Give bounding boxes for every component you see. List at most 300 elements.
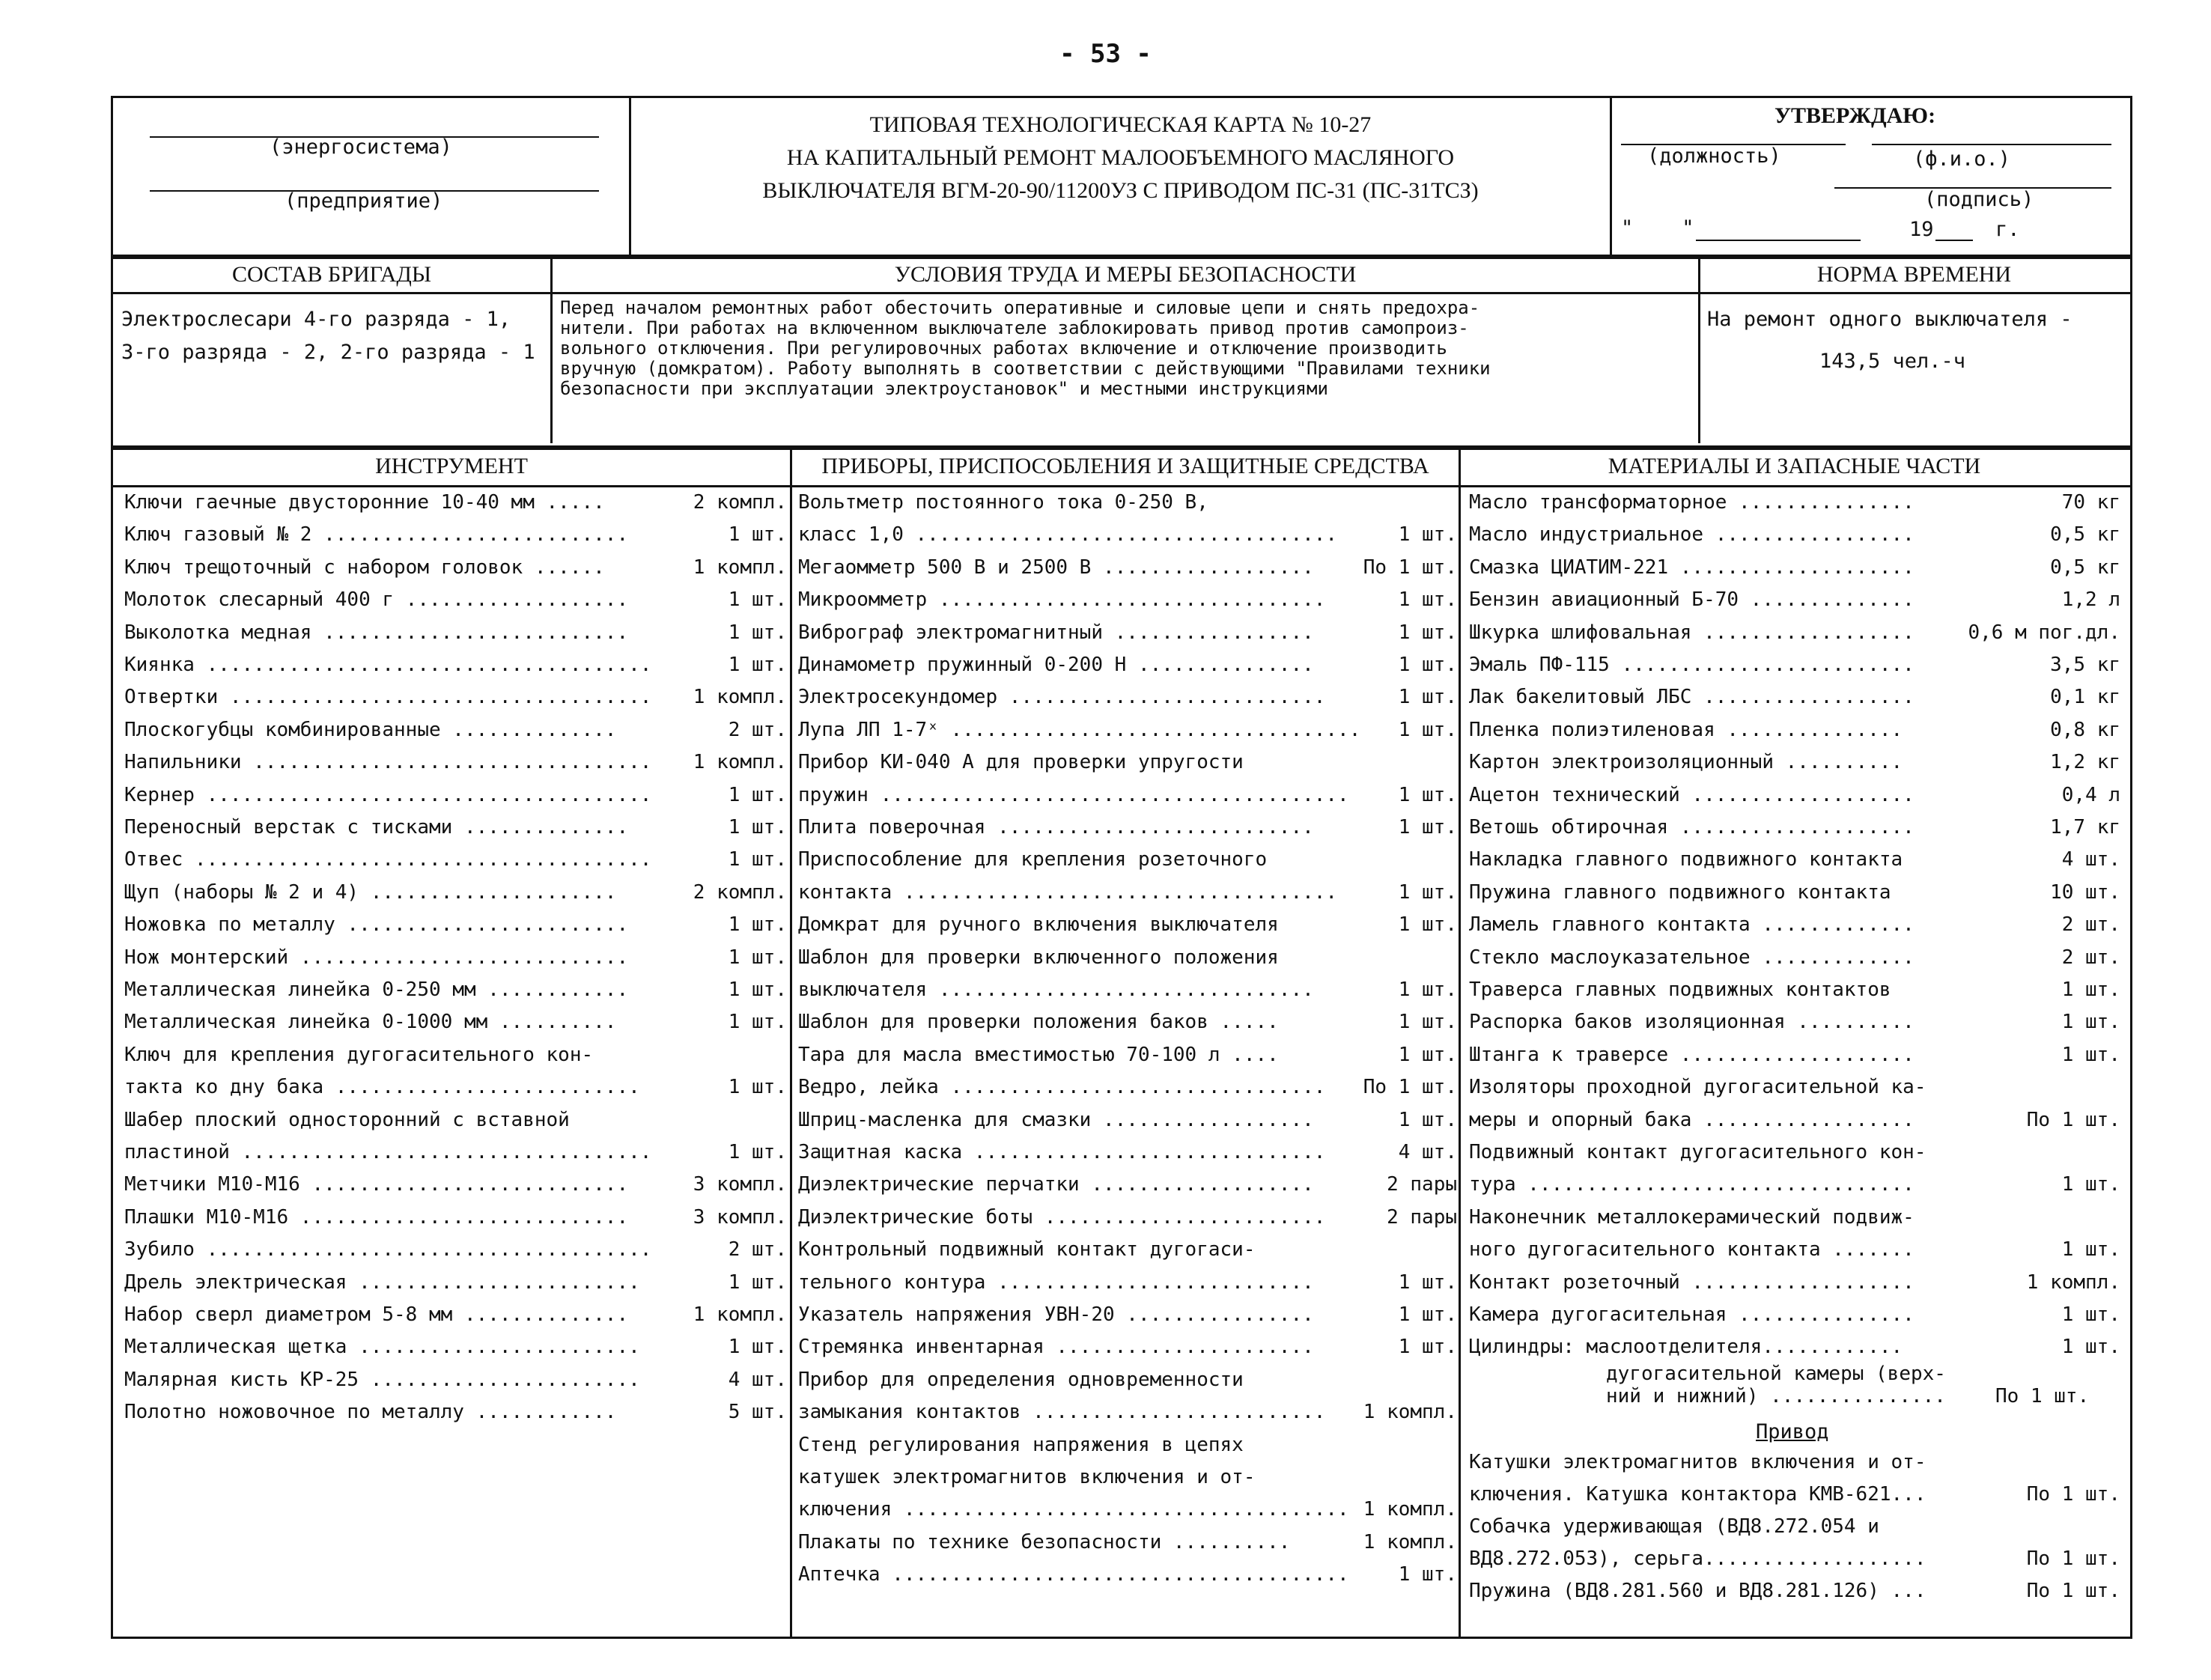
list-item (1469, 1169, 2120, 1200)
conditions-line2: нители. При работах на включенном выключателе заблокировать привод против самопроиз- (560, 317, 1469, 338)
item-qty: 1 компл. (2026, 1270, 2120, 1294)
norm-line2: 143,5 чел.-ч (1819, 350, 1966, 373)
item-name: Отвес ....................................... (124, 848, 652, 871)
item-qty: 1 шт. (1398, 1563, 1457, 1586)
list-item (124, 942, 787, 973)
item-name: Камера дугогасительная ............... (1469, 1303, 1915, 1326)
list-item (124, 519, 787, 550)
item-name: Прибор для определения одновременности (798, 1368, 1244, 1391)
item-qty: 1 шт. (1398, 979, 1457, 1001)
item-qty: 4 шт. (2061, 848, 2120, 871)
item-qty: 1,2 кг (2050, 751, 2120, 774)
item-qty: 1 компл. (693, 686, 787, 709)
item-name: Штанга к траверсе .................... (1469, 1043, 1915, 1066)
list-item (798, 942, 1457, 973)
item-name: Электросекундомер ........................... (798, 686, 1326, 709)
list-item (124, 812, 787, 843)
list-item (124, 1267, 787, 1298)
item-qty: 1 шт. (728, 816, 787, 839)
item-qty: 1 шт. (2061, 1303, 2120, 1326)
item-qty: 2 шт. (2061, 946, 2120, 969)
page-number: - 53 - (1059, 39, 1152, 69)
list-item (1469, 1331, 2120, 1363)
item-name: Металлическая линейка 0-250 мм ............ (124, 979, 629, 1001)
item-name: Распорка баков изоляционная .......... (1469, 1011, 1915, 1034)
item-qty: 1 шт. (1398, 913, 1457, 937)
item-name: Переносный верстак с тисками .............. (124, 816, 629, 839)
item-qty: 1 компл. (1363, 1530, 1457, 1553)
item-name: Металлическая щетка ........................ (124, 1336, 640, 1359)
item-name: Тара для масла вместимостью 70-100 л .... (798, 1043, 1279, 1066)
conditions-line1: Перед началом ремонтных работ обесточить оперативные и силовые цепи и снять предохра- (560, 297, 1480, 318)
list-item (798, 779, 1457, 811)
item-qty: 1,7 кг (2050, 816, 2120, 839)
item-name: Аптечка ....................................... (798, 1563, 1349, 1586)
item-qty: По 1 шт. (1363, 1076, 1457, 1099)
brigade-line1: Электрослесари 4-го разряда - 1, (121, 308, 511, 331)
item-name: Вольтметр постоянного тока 0-250 В, (798, 491, 1208, 514)
list-item (124, 1071, 787, 1103)
item-qty: 2 пары (1387, 1173, 1457, 1196)
item-name: Смазка ЦИАТИМ-221 .................... (1469, 556, 1915, 579)
list-item (1469, 681, 2120, 713)
list-item (798, 1039, 1457, 1071)
item-name: Киянка ...................................... (124, 654, 652, 676)
item-qty: 1 шт. (1398, 588, 1457, 612)
item-name: Лак бакелитовый ЛБС .................. (1469, 686, 1915, 709)
item-qty: 1 шт. (728, 1336, 787, 1359)
item-name: Выколотка медная .......................... (124, 621, 629, 644)
approve-quotes: " " (1621, 216, 1694, 240)
list-item (1469, 519, 2120, 550)
item-name: Ключ трещоточный с набором головок ...... (124, 556, 605, 579)
item-qty: 1 шт. (728, 654, 787, 676)
item-qty: 0,8 кг (2050, 718, 2120, 741)
norm-title: НОРМА ВРЕМЕНИ (1816, 262, 2012, 287)
item-qty: 0,5 кг (2050, 523, 2120, 547)
list-item (1469, 1446, 2120, 1478)
list-item (124, 552, 787, 583)
item-qty: 1 компл. (693, 1303, 787, 1326)
item-qty: 2 компл. (693, 880, 787, 904)
item-qty: 1 шт. (728, 783, 787, 806)
item-name: Отвертки .................................... (124, 686, 652, 709)
item-name: Ветошь обтирочная .................... (1469, 816, 1915, 839)
item-qty: 1 шт. (728, 1141, 787, 1163)
item-name: ВД8.272.053), серьга................... (1469, 1547, 1926, 1570)
list-item (124, 909, 787, 940)
item-name: Дрель электрическая ........................ (124, 1270, 640, 1294)
list-item (1469, 1006, 2120, 1038)
materials-title: МАТЕРИАЛЫ И ЗАПАСНЫЕ ЧАСТИ (1608, 454, 1981, 478)
list-item (798, 812, 1457, 843)
item-name: Масло трансформаторное ............... (1469, 491, 1915, 514)
item-name: Полотно ножовочное по металлу ............ (124, 1401, 617, 1424)
item-name: Катушки электромагнитов включения и от- (1469, 1451, 1926, 1473)
drive-title: Привод (1756, 1420, 1829, 1443)
list-item (124, 844, 787, 875)
item-name: Накладка главного подвижного контакта (1469, 848, 1903, 871)
list-item (798, 877, 1457, 908)
list-item (798, 1234, 1457, 1265)
list-item (1469, 1511, 2120, 1542)
item-qty: 1 шт. (2061, 1238, 2120, 1261)
item-name: Указатель напряжения УВН-20 ................ (798, 1303, 1314, 1326)
list-item (798, 1527, 1457, 1558)
list-item (1469, 714, 2120, 746)
list-item (1469, 746, 2120, 778)
approve-title: УТВЕРЖДАЮ: (1774, 103, 1936, 128)
list-item (124, 1234, 787, 1265)
item-qty: 1 шт. (1398, 686, 1457, 709)
item-name: Домкрат для ручного включения выключателя (798, 913, 1279, 937)
item-name: Ключ газовый № 2 .......................... (124, 523, 629, 547)
item-name: Собачка удерживающая (ВД8.272.054 и (1469, 1515, 1879, 1538)
item-qty: 1 шт. (1398, 654, 1457, 676)
item-qty: 1 шт. (728, 913, 787, 937)
list-item (798, 1006, 1457, 1038)
list-item (1469, 812, 2120, 843)
list-item (1469, 974, 2120, 1005)
item-name: Ключ для крепления дугогасительного кон- (124, 1043, 594, 1066)
item-qty: 1 шт. (1398, 1108, 1457, 1131)
item-name: Диэлектрические перчатки ................... (798, 1173, 1314, 1196)
item-qty: 1 шт. (728, 1270, 787, 1294)
list-item (798, 1396, 1457, 1428)
approve-name: (ф.и.о.) (1913, 147, 2011, 171)
list-item (798, 617, 1457, 648)
item-qty: 5 шт. (728, 1401, 787, 1424)
item-qty: 1 шт. (728, 1011, 787, 1034)
conditions-line4: вручную (домкратом). Работу выполнять в соответствии с действующими "Правилами техники (560, 358, 1491, 379)
item-qty: 1 шт. (1398, 816, 1457, 839)
item-qty: 0,5 кг (2050, 556, 2120, 579)
list-item (124, 681, 787, 713)
list-item (798, 1071, 1457, 1103)
list-item (124, 1006, 787, 1038)
item-qty: 1 шт. (728, 946, 787, 969)
item-name: Нож монтерский ............................ (124, 946, 629, 969)
item-qty: 3,5 кг (2050, 654, 2120, 676)
item-name: пластиной ................................... (124, 1141, 652, 1163)
list-item (798, 1429, 1457, 1461)
list-item (1469, 1299, 2120, 1330)
item-name: ключения ...................................... (798, 1498, 1349, 1521)
list-item (1469, 1234, 2120, 1265)
item-name: Плоскогубцы комбинированные .............. (124, 718, 617, 741)
item-name: катушек электромагнитов включения и от- (798, 1466, 1256, 1488)
item-name: тельного контура ........................... (798, 1270, 1314, 1294)
item-qty: 1 шт. (728, 621, 787, 644)
list-item (124, 779, 787, 811)
item-name: Плита поверочная ........................... (798, 816, 1314, 839)
list-item (124, 1396, 787, 1428)
card-title-line1: ТИПОВАЯ ТЕХНОЛОГИЧЕСКАЯ КАРТА № 10-27 (869, 112, 1372, 137)
item-qty: 1 шт. (1398, 621, 1457, 644)
item-qty: 1 шт. (1398, 523, 1457, 547)
item-qty: 4 шт. (728, 1368, 787, 1391)
item-qty: 2 пары (1387, 1205, 1457, 1229)
approve-position: (должность) (1647, 144, 1781, 168)
item-name: Ведро, лейка ................................ (798, 1076, 1326, 1099)
item-name: Стенд регулирования напряжения в цепях (798, 1433, 1244, 1456)
list-item (798, 1136, 1457, 1168)
list-item (1469, 1039, 2120, 1071)
item-name: Масло индустриальное ................. (1469, 523, 1915, 547)
list-item (1469, 1543, 2120, 1574)
item-name: Плакаты по технике безопасности .......... (798, 1530, 1291, 1553)
item-name: Молоток слесарный 400 г ................... (124, 588, 629, 612)
item-qty: 2 шт. (728, 718, 787, 741)
org1-label: (энергосистема) (270, 136, 452, 159)
item-name: Изоляторы проходной дугогасительной ка- (1469, 1076, 1926, 1099)
item-qty: 0,1 кг (2050, 686, 2120, 709)
list-item (1469, 552, 2120, 583)
list-item (124, 487, 787, 518)
item-name: Защитная каска .............................. (798, 1141, 1326, 1163)
list-item (798, 519, 1457, 550)
item-name: такта ко дну бака .......................... (124, 1076, 640, 1099)
item-name: Ацетон технический ................... (1469, 783, 1915, 806)
conditions-title: УСЛОВИЯ ТРУДА И МЕРЫ БЕЗОПАСНОСТИ (894, 262, 1357, 287)
cyl-line1: дугогасительной камеры (верх- (1606, 1363, 1946, 1385)
list-item (1469, 584, 2120, 615)
list-item (798, 1202, 1457, 1233)
item-name: Пружина (ВД8.281.560 и ВД8.281.126) ... (1469, 1580, 1926, 1602)
item-name: Диэлектрические боты ........................ (798, 1205, 1326, 1229)
list-item (798, 1494, 1457, 1525)
list-item (1469, 779, 2120, 811)
list-item (124, 974, 787, 1005)
item-qty: 1 шт. (1398, 1270, 1457, 1294)
list-item (798, 1331, 1457, 1363)
list-item (798, 1104, 1457, 1136)
list-item (798, 1559, 1457, 1590)
item-qty: 1 компл. (1363, 1401, 1457, 1424)
item-name: Стремянка инвентарная ...................... (798, 1336, 1314, 1359)
list-item (124, 1039, 787, 1071)
cyl-qty: По 1 шт. (1995, 1385, 2090, 1407)
item-name: контакта ..................................... (798, 880, 1338, 904)
list-item (798, 909, 1457, 940)
item-qty: 1 компл. (1363, 1498, 1457, 1521)
item-name: Микроомметр ................................. (798, 588, 1326, 612)
item-name: Шабер плоский односторонний с вставной (124, 1108, 570, 1131)
item-qty: По 1 шт. (2026, 1580, 2120, 1602)
item-name: тура ................................. (1469, 1173, 1915, 1196)
item-name: Пленка полиэтиленовая ............... (1469, 718, 1903, 741)
item-name: меры и опорный бака .................. (1469, 1108, 1915, 1131)
item-name: Мегаомметр 500 В и 2500 В .................. (798, 556, 1314, 579)
item-name: ного дугогасительного контакта ....... (1469, 1238, 1915, 1261)
list-item (124, 877, 787, 908)
item-qty: 1 компл. (693, 556, 787, 579)
item-name: Наконечник металлокерамический подвиж- (1469, 1205, 1915, 1229)
item-qty: По 1 шт. (2026, 1547, 2120, 1570)
item-name: Бензин авиационный Б-70 .............. (1469, 588, 1915, 612)
item-name: Ламель главного контакта ............. (1469, 913, 1915, 937)
list-item (798, 584, 1457, 615)
list-item (1469, 942, 2120, 973)
item-qty: По 1 шт. (2026, 1483, 2120, 1506)
item-qty: 1 шт. (1398, 1011, 1457, 1034)
item-qty: 2 шт. (2061, 913, 2120, 937)
item-name: ключения. Катушка контактора КМВ-621... (1469, 1483, 1926, 1506)
approve-signature: (подпись) (1924, 188, 2034, 211)
item-name: Шаблон для проверки положения баков ..... (798, 1011, 1279, 1034)
list-item (124, 746, 787, 778)
item-qty: 1 шт. (1398, 718, 1457, 741)
item-qty: 1 шт. (728, 588, 787, 612)
item-qty: 4 шт. (1398, 1141, 1457, 1163)
item-name: Траверса главных подвижных контактов (1469, 979, 1891, 1001)
item-qty: 2 шт. (728, 1238, 787, 1261)
conditions-line5: безопасности при эксплуатации электроустановок" и местными инструкциями (560, 378, 1328, 399)
item-qty: 1 шт. (1398, 783, 1457, 806)
list-item (798, 487, 1457, 518)
item-name: Метчики М10-М16 ........................... (124, 1173, 629, 1196)
item-qty: 3 компл. (693, 1205, 787, 1229)
devices-title: ПРИБОРЫ, ПРИСПОСОБЛЕНИЯ И ЗАЩИТНЫЕ СРЕДСТВА (821, 454, 1429, 478)
item-qty: 0,4 л (2061, 783, 2120, 806)
item-qty: 1 шт. (728, 979, 787, 1001)
item-qty: По 1 шт. (1363, 556, 1457, 579)
item-qty: 1 шт. (1398, 1303, 1457, 1326)
item-qty: По 1 шт. (2026, 1108, 2120, 1131)
list-item (798, 746, 1457, 778)
list-item (124, 1136, 787, 1168)
list-item (1469, 844, 2120, 875)
list-item (798, 1364, 1457, 1396)
list-item (1469, 1479, 2120, 1510)
list-item (1469, 487, 2120, 518)
list-item (124, 584, 787, 615)
conditions-line3: вольного отключения. При регулировочных работах включение и отключение производить (560, 338, 1447, 359)
list-item (124, 1169, 787, 1200)
item-name: замыкания контактов ......................... (798, 1401, 1326, 1424)
item-name: класс 1,0 .................................... (798, 523, 1338, 547)
item-name: Плашки М10-М16 ............................ (124, 1205, 629, 1229)
list-item (124, 1299, 787, 1330)
cyl-line2: ний и нижний) ............... (1606, 1385, 1946, 1407)
item-name: Приспособление для крепления розеточного (798, 848, 1268, 871)
item-name: Зубило ...................................... (124, 1238, 652, 1261)
item-name: Шаблон для проверки включенного положения (798, 946, 1279, 969)
item-qty: 1 шт. (728, 523, 787, 547)
item-qty: 1 шт. (1398, 880, 1457, 904)
approve-year-suffix: г. (1995, 218, 2020, 241)
list-item (1469, 1136, 2120, 1168)
list-item (798, 1267, 1457, 1298)
item-name: Контрольный подвижный контакт дугогаси- (798, 1238, 1256, 1261)
list-item (1469, 877, 2120, 908)
card-title-line2: НА КАПИТАЛЬНЫЙ РЕМОНТ МАЛООБЪЕМНОГО МАСЛЯНОГО (786, 145, 1455, 170)
list-item (1469, 649, 2120, 681)
list-item (1469, 909, 2120, 940)
item-qty: 70 кг (2061, 491, 2120, 514)
item-qty: 3 компл. (693, 1173, 787, 1196)
item-name: Набор сверл диаметром 5-8 мм .............. (124, 1303, 629, 1326)
list-item (1469, 1071, 2120, 1103)
item-name: Щуп (наборы № 2 и 4) ..................... (124, 880, 617, 904)
item-name: Картон электроизоляционный .......... (1469, 751, 1903, 774)
list-item (124, 714, 787, 746)
item-name: Виброграф электромагнитный ................. (798, 621, 1314, 644)
item-name: Металлическая линейка 0-1000 мм .......... (124, 1011, 617, 1034)
item-name: Напильники .................................. (124, 751, 652, 774)
list-item (1469, 617, 2120, 648)
item-qty: 1 шт. (1398, 1336, 1457, 1359)
item-name: Шприц-масленка для смазки .................. (798, 1108, 1314, 1131)
norm-line1: На ремонт одного выключателя - (1707, 308, 2072, 331)
list-item (124, 1104, 787, 1136)
list-item (1469, 1202, 2120, 1233)
item-qty: 1 шт. (2061, 1043, 2120, 1066)
list-item (124, 1364, 787, 1396)
item-name: Шкурка шлифовальная .................. (1469, 621, 1915, 644)
brigade-title: СОСТАВ БРИГАДЫ (231, 262, 431, 287)
item-name: Ножовка по металлу ........................ (124, 913, 629, 937)
list-item (798, 1169, 1457, 1200)
item-qty: 2 компл. (693, 491, 787, 514)
list-item (798, 714, 1457, 746)
list-item (798, 649, 1457, 681)
item-name: Ключи гаечные двусторонние 10-40 мм ..... (124, 491, 605, 514)
item-name: Эмаль ПФ-115 ......................... (1469, 654, 1915, 676)
item-qty: 1 шт. (1398, 1043, 1457, 1066)
item-name: Цилиндры: маслоотделителя............ (1469, 1336, 1903, 1359)
item-qty: 1,2 л (2061, 588, 2120, 612)
list-item (798, 1461, 1457, 1493)
item-qty: 1 компл. (693, 751, 787, 774)
item-qty: 1 шт. (728, 848, 787, 871)
list-item (1469, 1575, 2120, 1607)
item-qty: 1 шт. (2061, 1336, 2120, 1359)
item-name: Динамометр пружинный 0-200 Н ............... (798, 654, 1314, 676)
org2-label: (предприятие) (285, 189, 443, 213)
brigade-line2: 3-го разряда - 2, 2-го разряда - 1 (121, 341, 535, 364)
list-item (124, 1202, 787, 1233)
list-item (798, 974, 1457, 1005)
item-qty: 0,6 м пог.дл. (1968, 621, 2120, 644)
item-qty: 1 шт. (2061, 1011, 2120, 1034)
list-item (798, 681, 1457, 713)
list-item (124, 649, 787, 681)
list-item (124, 617, 787, 648)
item-qty: 1 шт. (2061, 1173, 2120, 1196)
item-name: Лупа ЛП 1-7ˣ ................................... (798, 718, 1361, 741)
item-name: Малярная кисть КР-25 ....................... (124, 1368, 640, 1391)
list-item (798, 1299, 1457, 1330)
list-item (798, 552, 1457, 583)
list-item (1469, 1267, 2120, 1298)
item-name: Прибор КИ-040 А для проверки упругости (798, 751, 1244, 774)
item-name: Контакт розеточный ................... (1469, 1270, 1915, 1294)
item-name: Стекло маслоуказательное ............. (1469, 946, 1915, 969)
item-name: Подвижный контакт дугогасительного кон- (1469, 1141, 1926, 1163)
card-title-line3: ВЫКЛЮЧАТЕЛЯ ВГМ-20-90/11200УЗ С ПРИВОДОМ ПС-31 (ПС-31ТСЗ) (762, 178, 1479, 203)
approve-year: 19 (1909, 218, 1934, 241)
instruments-title: ИНСТРУМЕНТ (375, 454, 528, 478)
item-qty: 1 шт. (728, 1076, 787, 1099)
item-name: пружин ........................................ (798, 783, 1349, 806)
item-name: выключателя ................................ (798, 979, 1314, 1001)
item-qty: 1 шт. (2061, 979, 2120, 1001)
item-name: Пружина главного подвижного контакта (1469, 880, 1891, 904)
item-qty: 10 шт. (2050, 880, 2120, 904)
item-name: Кернер ...................................... (124, 783, 652, 806)
list-item (798, 844, 1457, 875)
